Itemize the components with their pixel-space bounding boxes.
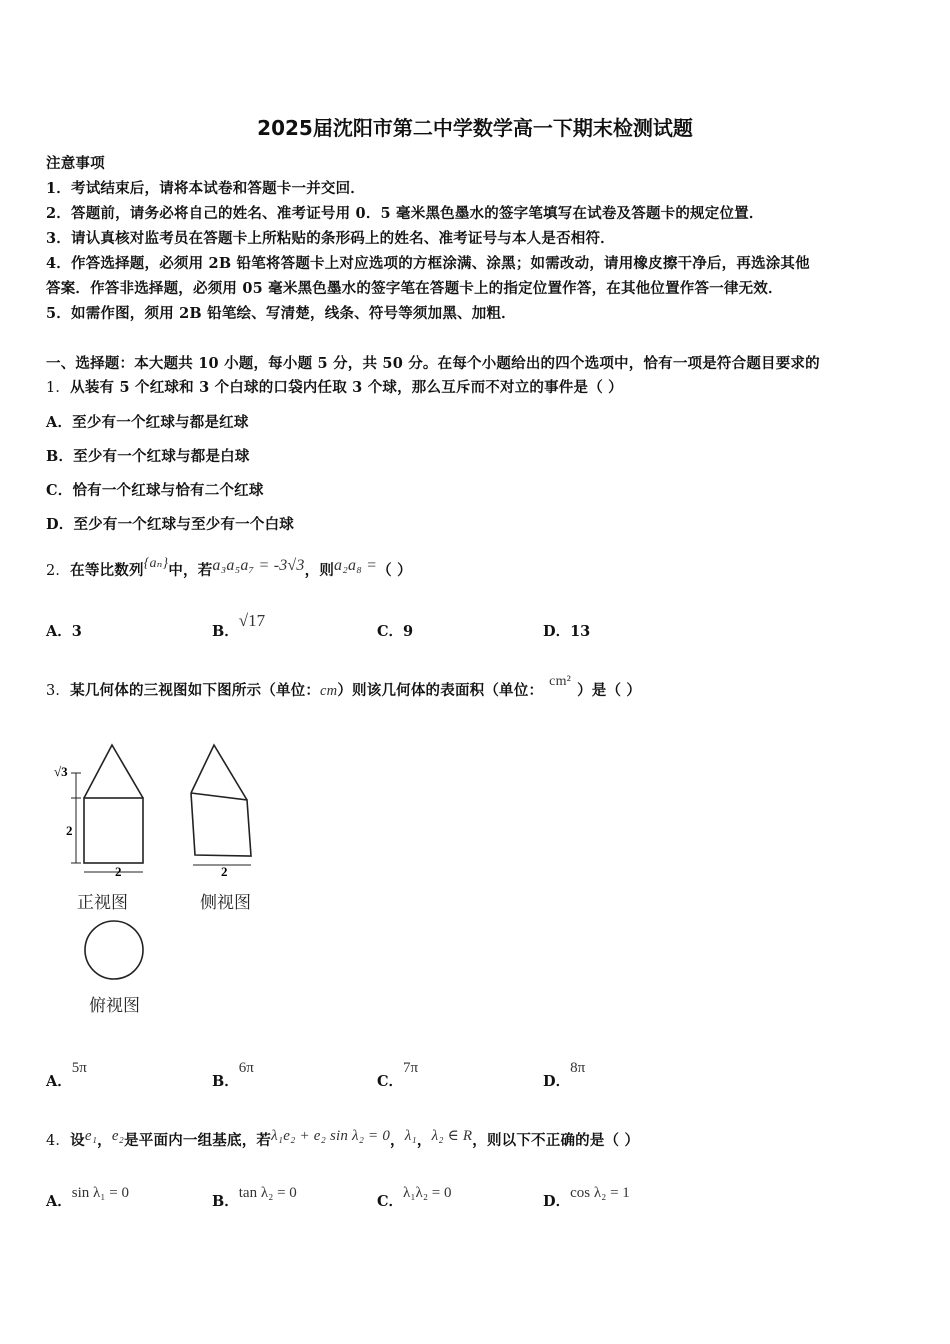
notice-item-2: 2．答题前，请务必将自己的姓名、准考证号用 0．5 毫米黑色墨水的签字笔填写在试卷及答题卡的规定位置． — [46, 205, 764, 222]
q2-option-a — [46, 620, 82, 641]
q4-option-b-label: B． — [212, 1193, 239, 1210]
notice-item-3: 3．请认真核对监考员在答题卡上所粘贴的条形码上的姓名、准考证号与本人是否相符． — [46, 230, 615, 247]
page-title: 2025届沈阳市第二中学数学高一下期末检测试题 — [257, 116, 693, 140]
q4-sep-2: ， — [390, 1132, 405, 1149]
three-view-figure — [40, 735, 280, 1025]
q3-option-c-label: C． — [377, 1073, 404, 1090]
dim-width-side-label: 2 — [221, 864, 228, 879]
q1-option-a: A．至少有一个红球与都是红球 — [46, 414, 249, 431]
q4-option-d — [543, 1185, 630, 1211]
q2-option-b — [212, 611, 266, 641]
q2-option-a-label: A． — [46, 623, 72, 640]
front-view-label: 正视图 — [77, 893, 128, 913]
q3-number: 3． — [46, 683, 71, 699]
q2-text-3: ，则 — [304, 562, 335, 579]
q1-text: 从装有 5 个红球和 3 个白球的口袋内任取 3 个球，那么互斥而不对立的事件是（ ） — [70, 379, 623, 396]
side-view-label: 侧视图 — [200, 893, 251, 913]
q2-number: 2． — [46, 563, 71, 579]
q2-condition: a₃a₅a₇ = -3√3 — [212, 557, 305, 574]
q2-option-a-value: 3 — [71, 623, 82, 640]
q4-sep-1: ， — [97, 1132, 112, 1149]
q2-option-d — [543, 620, 590, 641]
q2-text-4: （ ） — [377, 562, 412, 579]
q1-stem — [46, 376, 623, 397]
notice-item-5: 5．如需作图，须用 2B 铅笔绘、写清楚，线条、符号等须加黑、加粗． — [46, 305, 516, 322]
q2-stem — [46, 556, 412, 580]
top-view-label: 俯视图 — [89, 996, 140, 1016]
q4-text-2: 是平面内一组基底，若 — [124, 1132, 272, 1149]
q3-option-d-value: 8π — [570, 1060, 586, 1076]
q4-option-b-value: tan λ₂ = 0 — [238, 1185, 297, 1201]
q4-option-a — [46, 1185, 129, 1211]
q4-text-3: ，则以下不正确的是（ ） — [472, 1132, 640, 1149]
q3-area-unit: cm² — [549, 674, 572, 689]
q3-option-d — [543, 1060, 586, 1091]
q1-option-d: D．至少有一个红球与至少有一个白球 — [46, 516, 294, 533]
notice-item-4-cont: 答案．作答非选择题，必须用 05 毫米黑色墨水的签字笔在答题卡上的指定位置作答，在其他位置作答一律无效． — [46, 280, 783, 297]
dim-side-label: 2 — [66, 823, 73, 838]
dim-height-label: √3 — [54, 764, 68, 779]
q4-option-c-label: C． — [377, 1193, 404, 1210]
q1-number: 1． — [46, 380, 71, 396]
q4-e1: e₁ — [84, 1128, 98, 1144]
q4-option-c — [377, 1185, 452, 1211]
q3-option-a-value: 5π — [71, 1060, 87, 1076]
notice-item-4: 4．作答选择题，必须用 2B 铅笔将答题卡上对应选项的方框涂满、涂黑；如需改动，请用橡皮擦干净后，再选涂其他 — [46, 255, 810, 272]
q4-stem — [46, 1129, 639, 1150]
q3-option-c-value: 7π — [403, 1060, 419, 1076]
dim-width-front-label: 2 — [115, 864, 122, 879]
q3-text-2: ）则该几何体的表面积（单位： — [337, 682, 544, 699]
q4-condition: λ₁e₂ + e₂ sin λ₂ = 0 — [271, 1128, 391, 1144]
q4-e2: e₂ — [111, 1128, 125, 1144]
q2-option-c — [377, 620, 413, 641]
q3-option-c — [377, 1060, 419, 1091]
q2-text-1: 在等比数列 — [70, 562, 144, 579]
q3-option-a-label: A． — [46, 1073, 72, 1090]
q3-text-1: 某几何体的三视图如下图所示（单位： — [70, 682, 321, 699]
section-heading: 一、选择题：本大题共 10 小题，每小题 5 分，共 50 分。在每个小题给出的四个选项中，恰有一项是符合题目要求的 — [46, 355, 820, 372]
q3-option-b-value: 6π — [238, 1060, 254, 1076]
q1-option-b: B．至少有一个红球与都是白球 — [46, 448, 250, 465]
q3-option-b-label: B． — [212, 1073, 239, 1090]
q4-option-a-label: A． — [46, 1193, 72, 1210]
top-view-circle — [85, 921, 143, 979]
q3-option-b — [212, 1060, 254, 1091]
q4-option-a-value: sin λ₁ = 0 — [71, 1185, 129, 1201]
q4-sep-3: ， — [416, 1132, 432, 1149]
q3-option-a — [46, 1060, 87, 1091]
q2-option-b-value: √17 — [238, 611, 266, 630]
q2-option-c-value: 9 — [403, 623, 414, 640]
q4-number: 4． — [46, 1133, 71, 1149]
q3-option-d-label: D． — [543, 1073, 571, 1090]
notice-heading: 注意事项 — [46, 155, 105, 172]
front-view — [71, 745, 143, 872]
q2-option-d-label: D． — [543, 623, 571, 640]
q3-stem — [46, 674, 642, 700]
q3-unit: cm — [320, 683, 338, 699]
q1-option-c: C．恰有一个红球与恰有二个红球 — [46, 482, 264, 499]
q4-option-d-label: D． — [543, 1193, 571, 1210]
q3-text-3: ）是（ ） — [577, 682, 642, 699]
q4-text-1: 设 — [70, 1132, 85, 1149]
q4-option-d-value: cos λ₂ = 1 — [570, 1185, 630, 1201]
q2-option-c-label: C． — [377, 623, 404, 640]
side-view — [191, 745, 251, 865]
q2-text-2: 中，若 — [168, 562, 213, 579]
q2-option-b-label: B． — [212, 623, 239, 640]
q4-option-c-value: λ₁λ₂ = 0 — [403, 1185, 452, 1201]
q4-option-b — [212, 1185, 297, 1211]
q2-option-d-value: 13 — [570, 623, 591, 640]
q2-sequence: {aₙ} — [143, 556, 169, 571]
q4-lambda2: λ₂ ∈ R — [431, 1128, 473, 1144]
q4-lambda1: λ₁ — [404, 1128, 417, 1144]
q2-ask: a₂a₈ = — [334, 557, 378, 574]
notice-item-1: 1．考试结束后，请将本试卷和答题卡一并交回． — [46, 180, 365, 197]
